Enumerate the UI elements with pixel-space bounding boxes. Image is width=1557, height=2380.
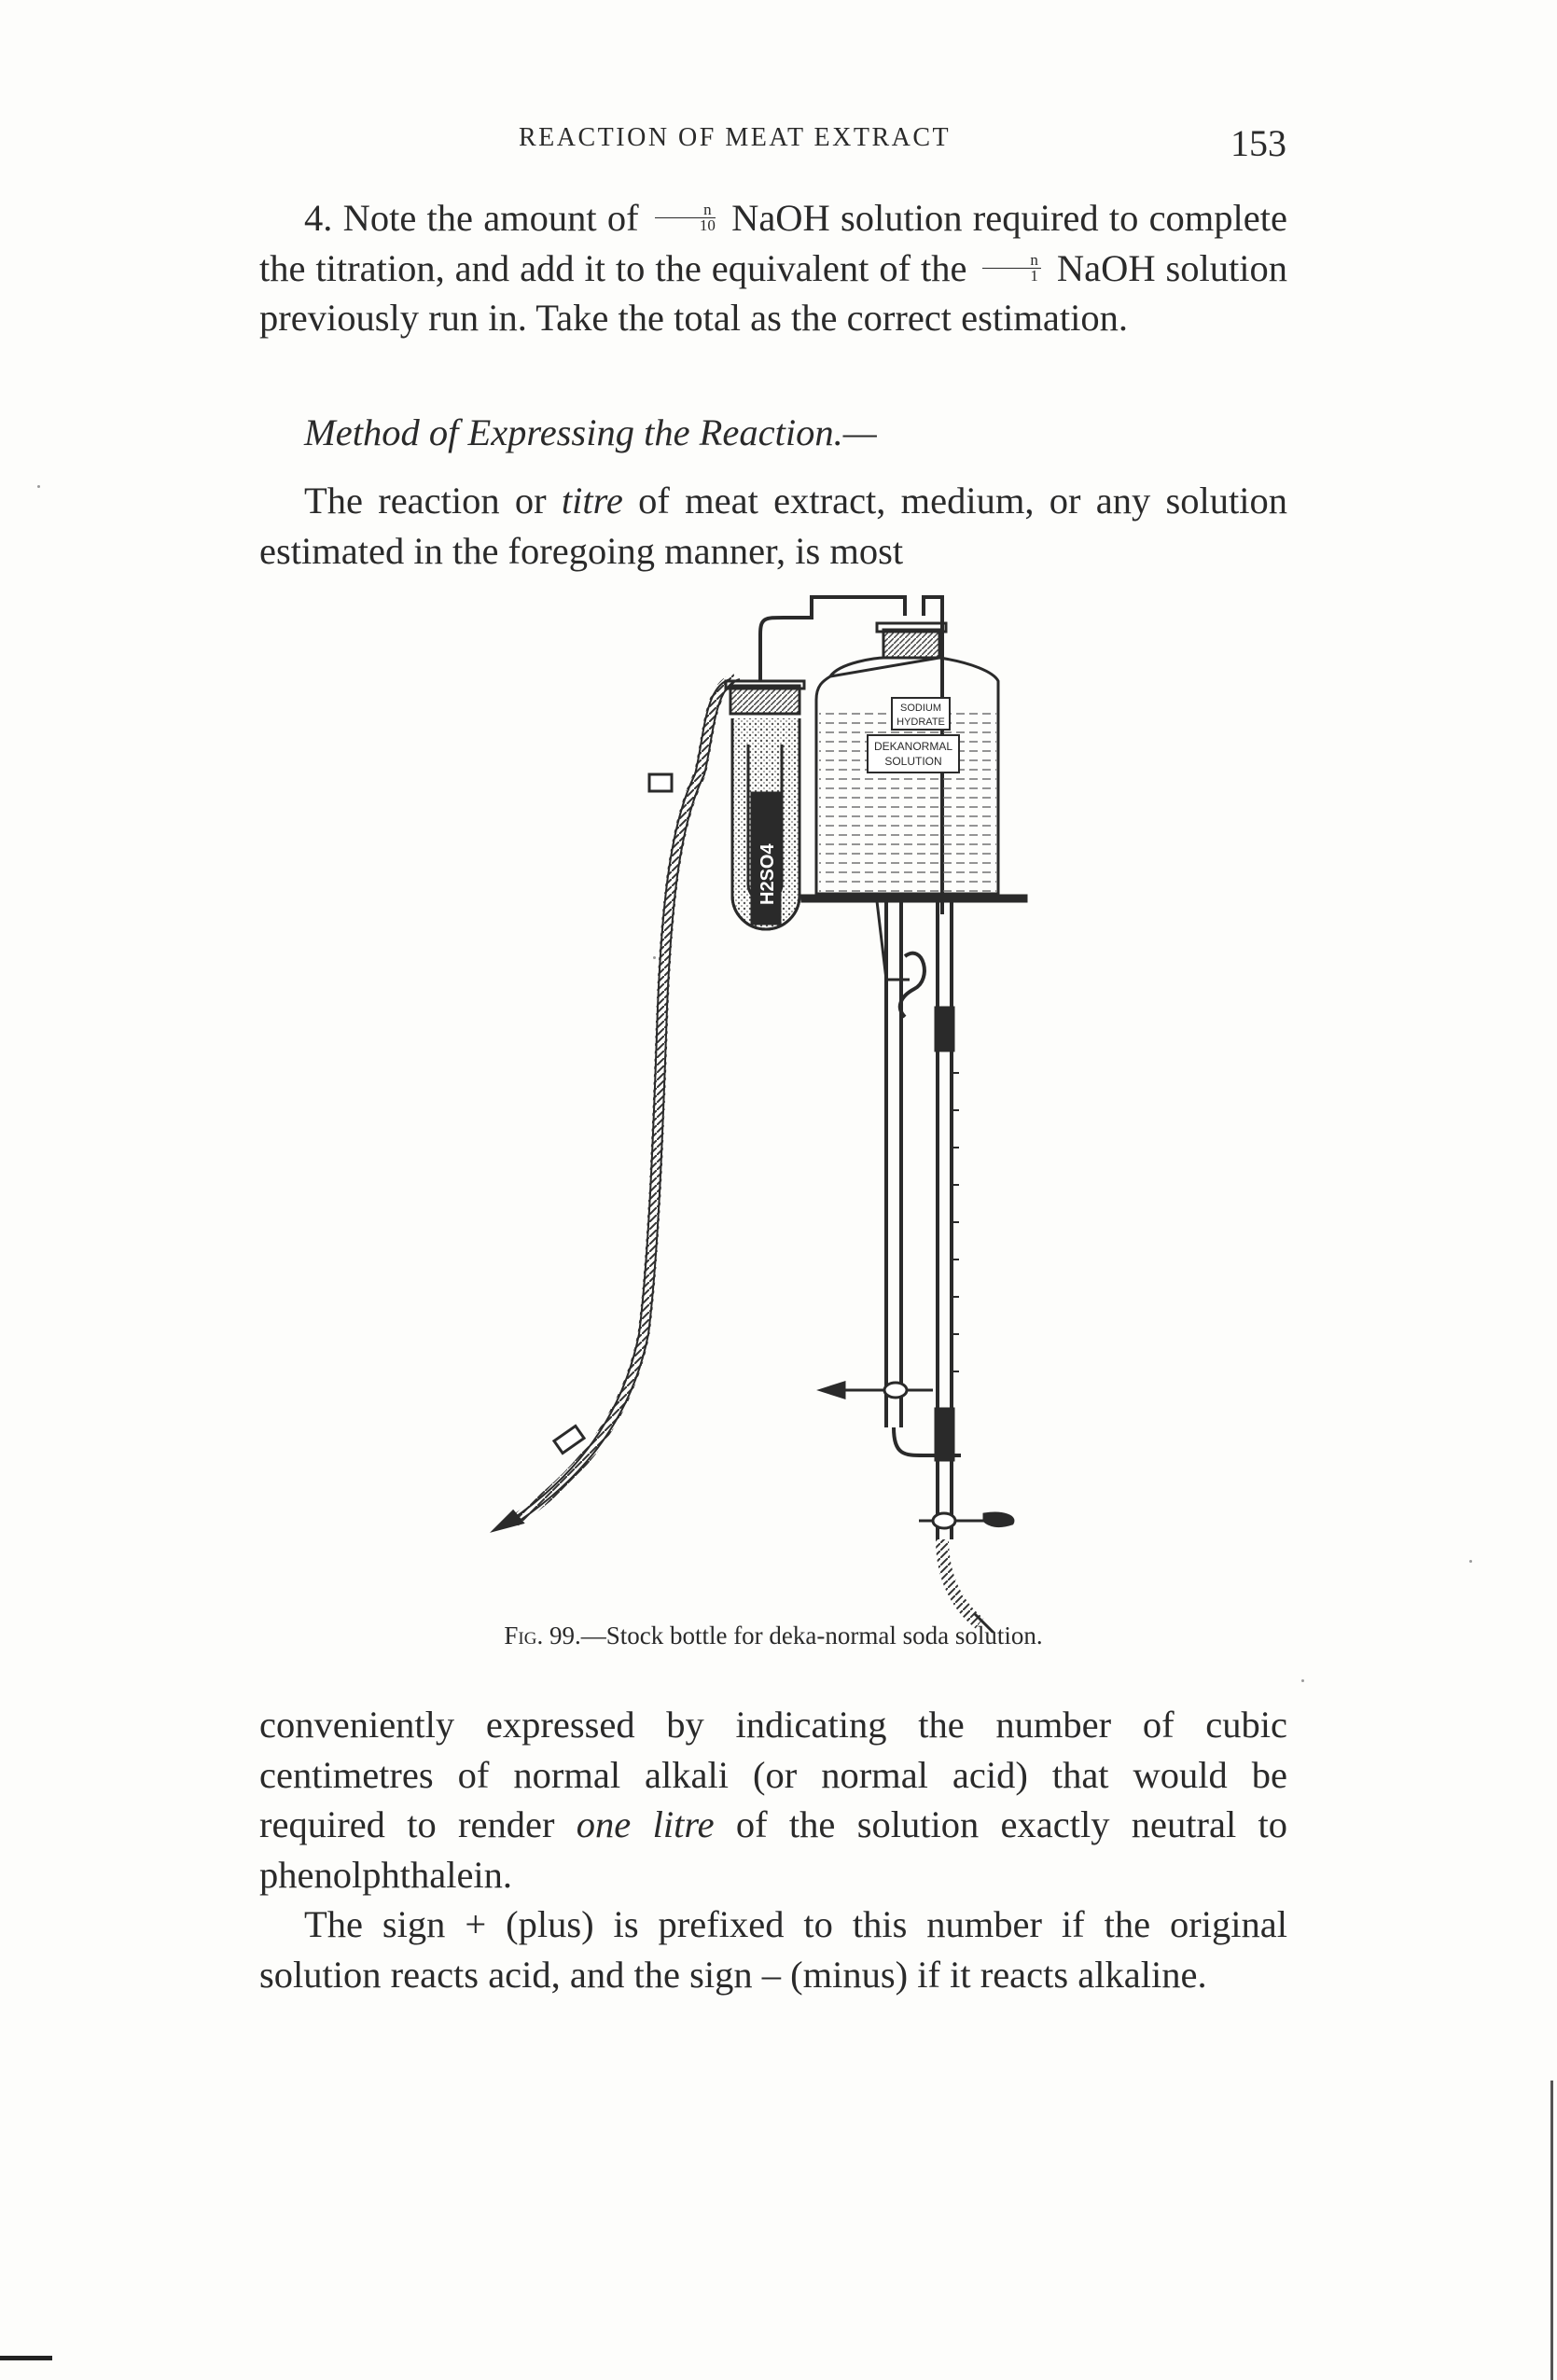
- page-edge-mark: [0, 2356, 52, 2360]
- fraction-n-over-1: [982, 250, 1041, 285]
- fraction-numerator: n: [655, 202, 716, 218]
- acid-label: H2SO4: [758, 843, 778, 905]
- para2-text-a: The reaction or: [304, 480, 547, 522]
- page-header: [0, 122, 1557, 164]
- paragraph-titration-step: [259, 193, 1287, 343]
- caption-text: —Stock bottle for deka-normal soda solution.: [580, 1621, 1043, 1649]
- section-heading: Method of Expressing the Reaction.—: [304, 411, 877, 453]
- para4-text: The sign + (plus) is prefixed to this number if the original solution reacts acid, and the sign – (minus) if it reacts alkaline.: [259, 1903, 1287, 1996]
- paper-speck: [653, 956, 656, 959]
- sodium-label-line1: SODIUM: [900, 703, 941, 714]
- sodium-label-line2: HYDRATE: [897, 717, 945, 728]
- para1-text-a: 4. Note the amount of: [304, 197, 639, 239]
- paper-speck: [37, 485, 40, 488]
- stock-bottle-illustration: [485, 588, 1082, 1633]
- paper-speck: [1469, 1560, 1472, 1563]
- para3-text-b: of the solution exactly neutral to phenolphthalein.: [259, 1803, 1288, 1896]
- para1-text-b: NaOH solution required to complete the titration, and add it to the equivalent of the: [259, 197, 1288, 289]
- paragraph-reaction-definition: [259, 1700, 1287, 1900]
- page-number: 153: [1230, 122, 1286, 164]
- titre-term: titre: [561, 480, 623, 522]
- para3-text-a: conveniently expressed by indicating the number of cubic centimetres of normal alkali (or normal acid) that would be required to render: [259, 1704, 1287, 1845]
- fraction-numerator: n: [982, 253, 1041, 269]
- fraction-denominator: 1: [1030, 266, 1038, 285]
- para2-text-b: of meat extract, medium, or any solution estimated in the foregoing manner, is most: [259, 480, 1288, 572]
- paper-speck: [1301, 1679, 1304, 1682]
- deka-label-line2: SOLUTION: [884, 755, 942, 768]
- deka-label-line1: DEKANORMAL: [873, 740, 953, 753]
- stock-bottle-figure: [485, 588, 1082, 1633]
- fraction-denominator: 10: [699, 216, 716, 235]
- figure-caption: [259, 1621, 1287, 1650]
- page-edge-rule: [1550, 2081, 1553, 2380]
- figure-number: Fig. 99.: [504, 1621, 581, 1649]
- fraction-n-over-10: [655, 202, 716, 233]
- running-head: REACTION OF MEAT EXTRACT: [519, 123, 952, 152]
- paragraph-sign-convention: [259, 1900, 1287, 1999]
- para1-text-c: NaOH solution previously run in. Take the total as the correct estimation.: [259, 246, 1288, 339]
- one-litre-term: one litre: [576, 1803, 715, 1845]
- paragraph-reaction-intro: [259, 476, 1287, 576]
